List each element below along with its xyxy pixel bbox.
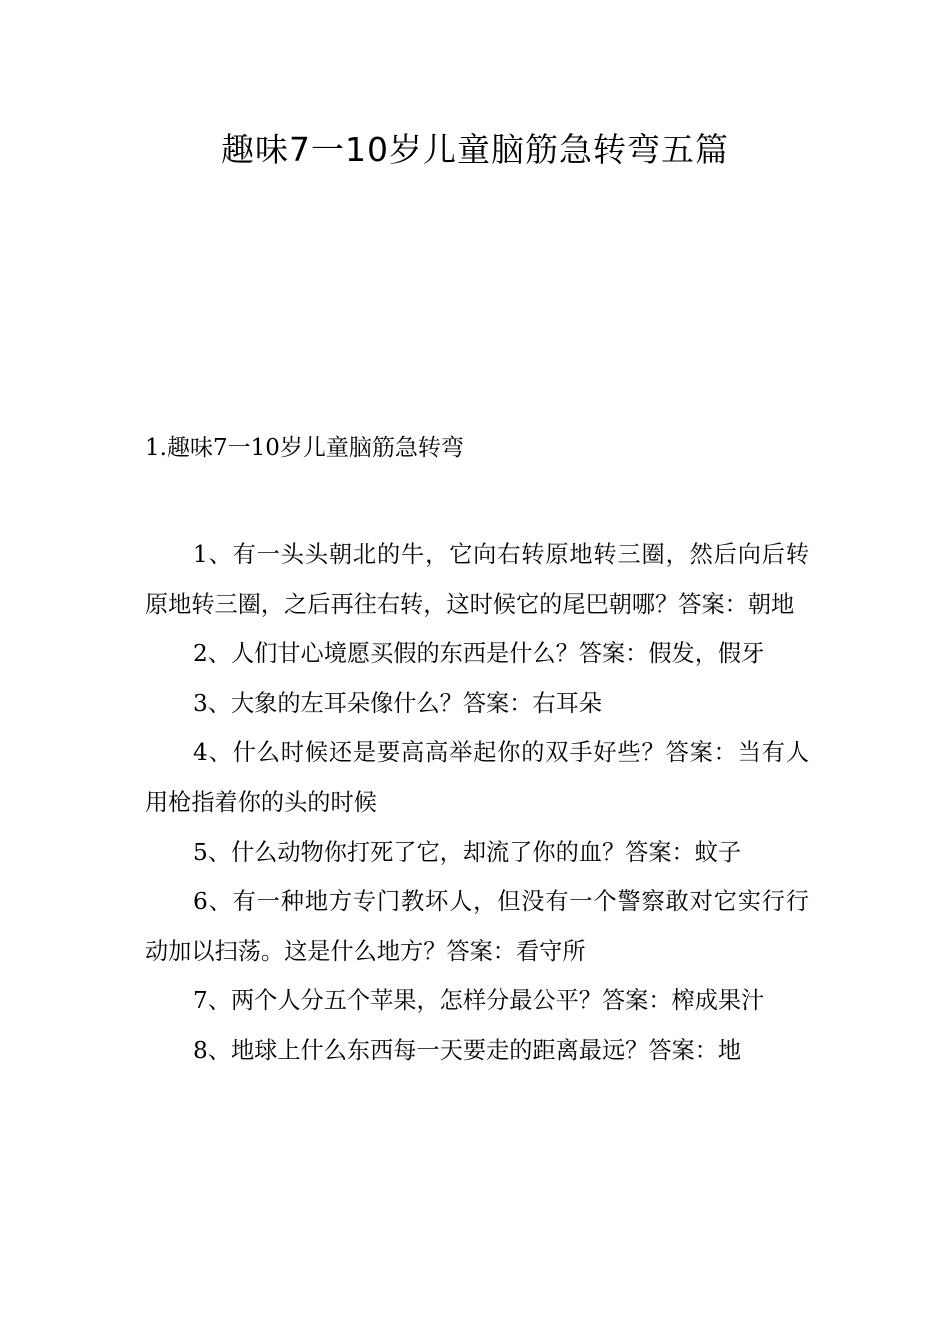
riddle-item-2: 2、人们甘心境愿买假的东西是什么？答案：假发，假牙 — [193, 640, 765, 668]
document-title: 趣味7一10岁儿童脑筋急转弯五篇 — [221, 130, 729, 169]
riddle-item-5: 5、什么动物你打死了它，却流了你的血？答案：蚊子 — [193, 838, 742, 866]
section-heading: 1.趣味7一10岁儿童脑筋急转弯 — [145, 435, 464, 461]
riddle-item-8: 8、地球上什么东西每一天要走的距离最远？答案：地 — [193, 1036, 742, 1064]
riddle-item-1: 1、有一头头朝北的牛，它向右转原地转三圈，然后向后转原地转三圈，之后再往右转，这时候它的尾巴朝哪？答案：朝地 — [145, 541, 809, 618]
riddle-item-4: 4、什么时候还是要高高举起你的双手好些？答案：当有人用枪指着你的头的时候 — [145, 739, 809, 816]
riddle-item-6: 6、有一种地方专门教坏人，但没有一个警察敢对它实行行动加以扫荡。这是什么地方？答案：看守所 — [145, 888, 809, 965]
riddle-item-7: 7、两个人分五个苹果，怎样分最公平？答案：榨成果汁 — [193, 987, 765, 1015]
riddle-item-3: 3、大象的左耳朵像什么？答案：右耳朵 — [193, 689, 602, 717]
riddle-list — [145, 530, 809, 1076]
